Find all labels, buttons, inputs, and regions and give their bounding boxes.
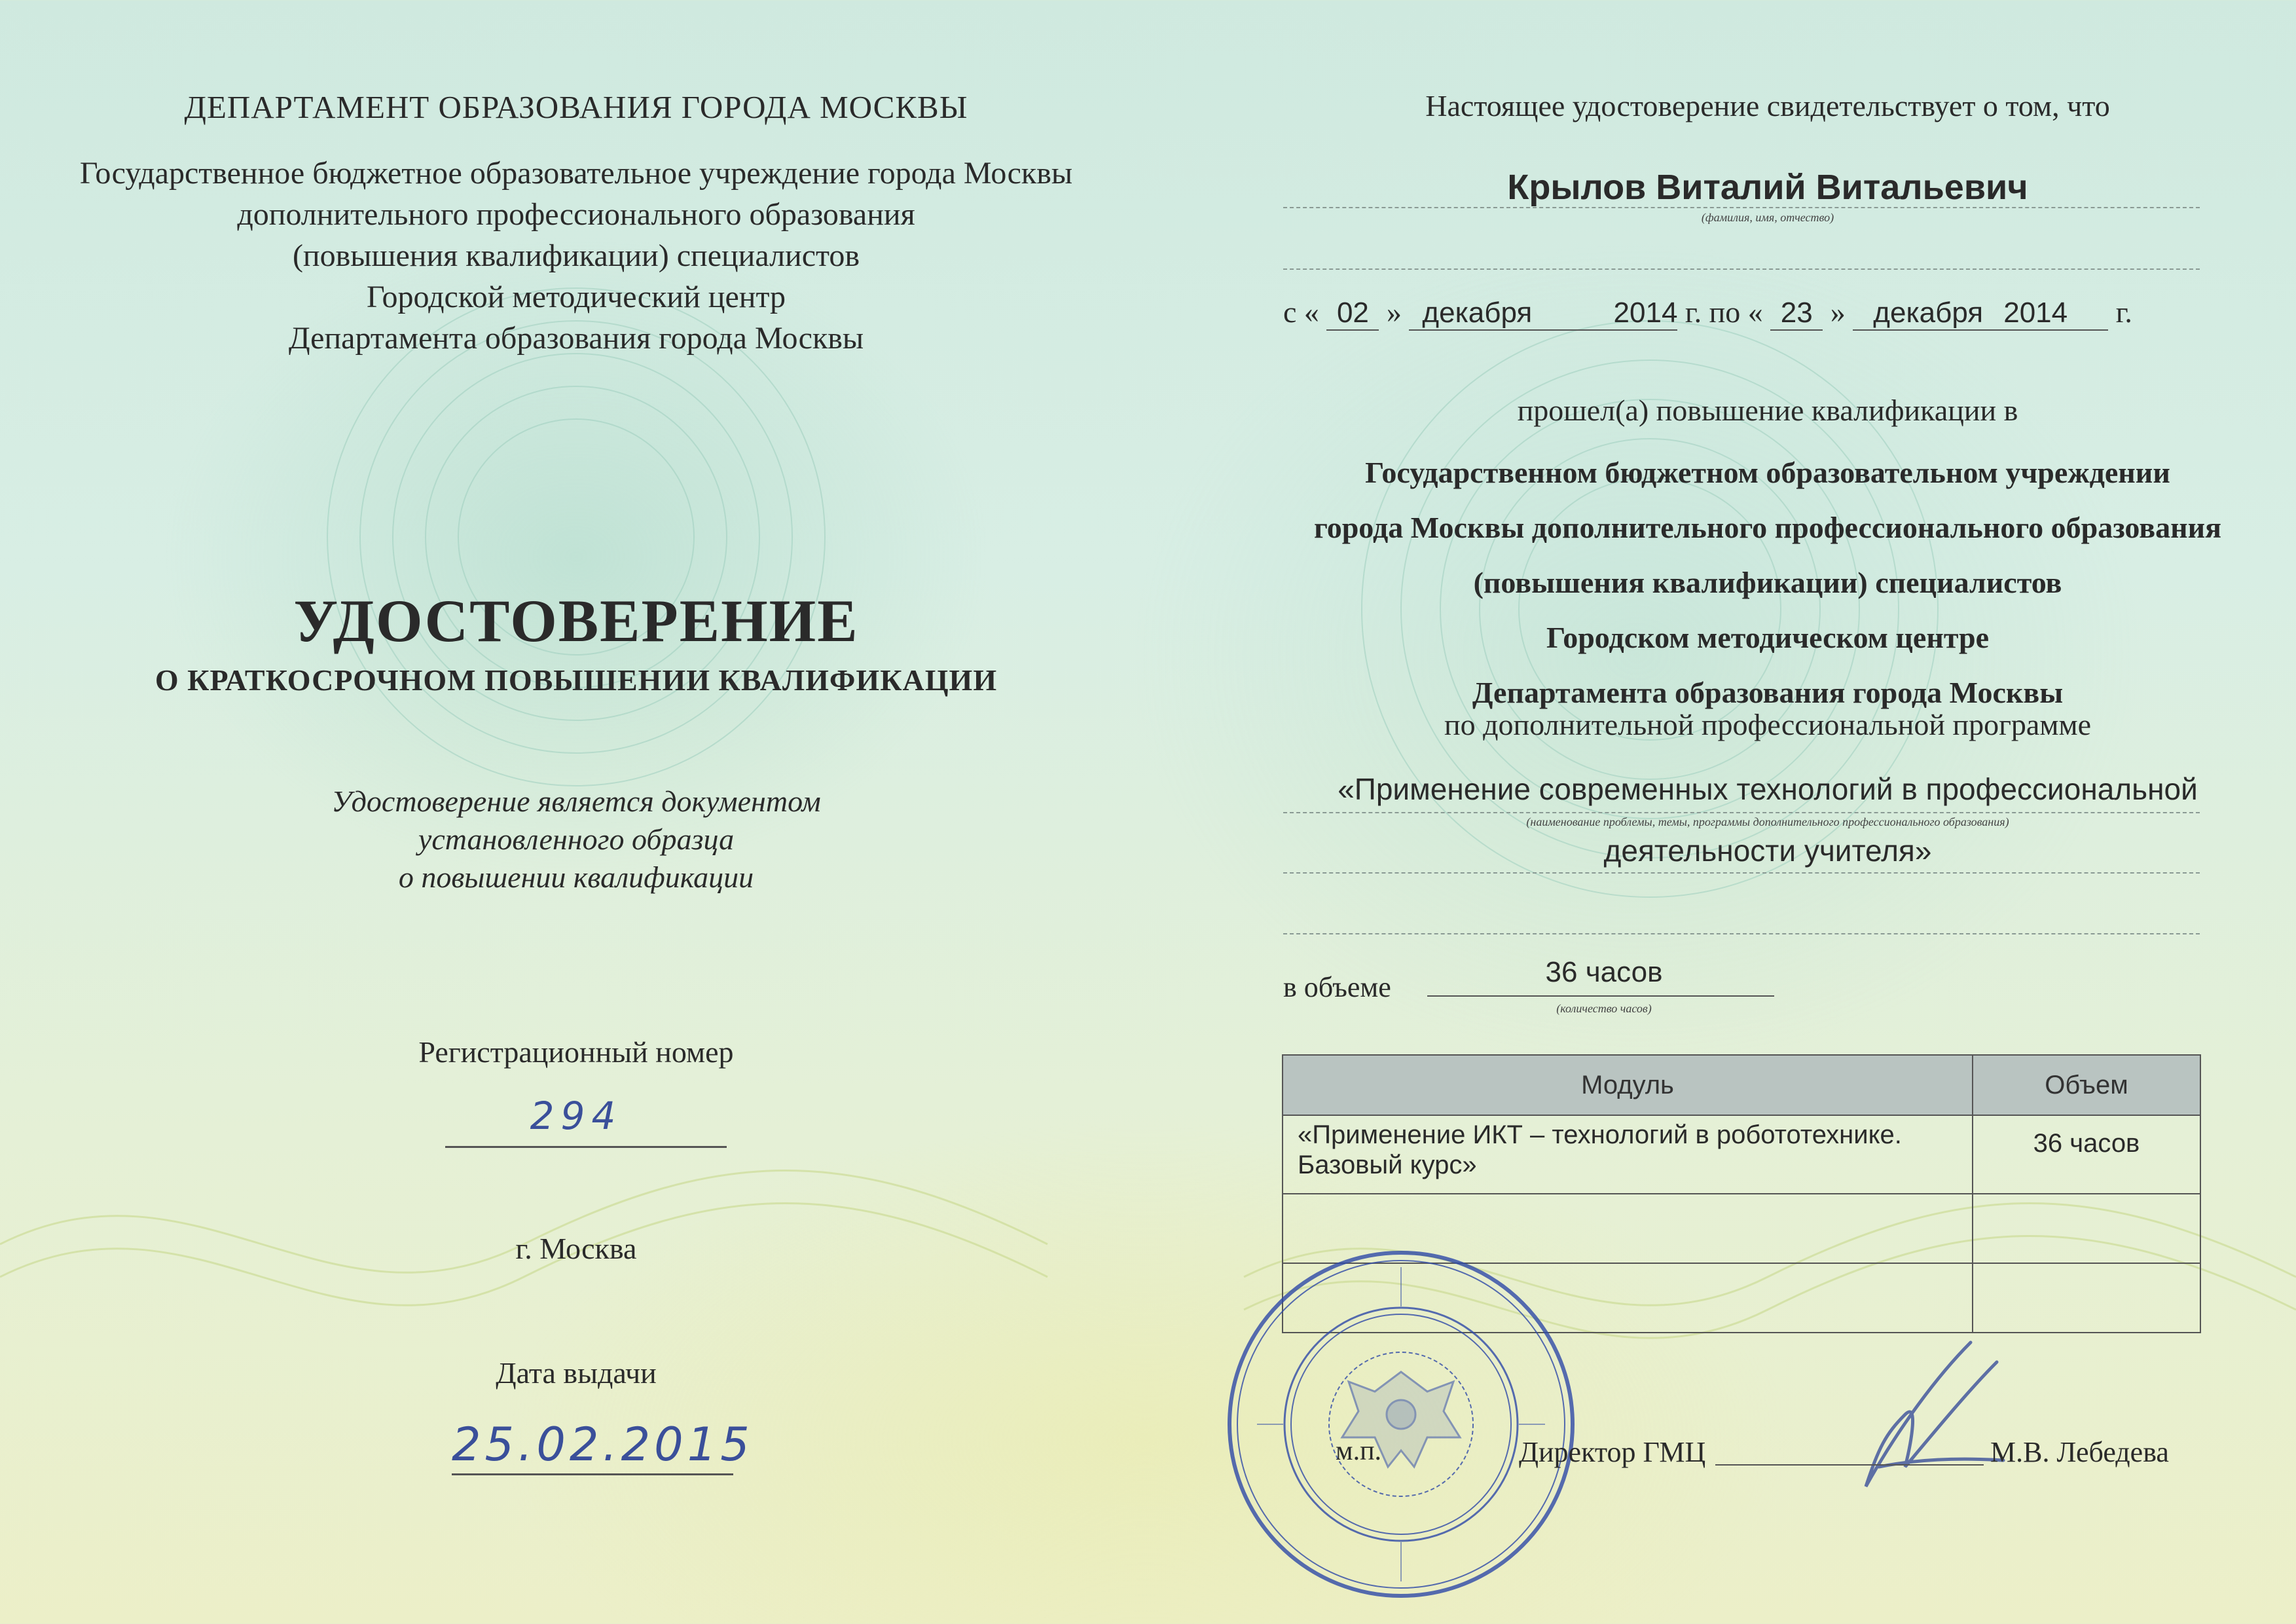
program-underline: [1283, 812, 2200, 813]
institution-line: Департамента образования города Москвы: [288, 321, 864, 356]
volume-label: в объеме: [1283, 971, 1391, 1003]
signature-line: [1715, 1464, 1984, 1466]
issue-date-value: 25.02.2015: [452, 1418, 754, 1471]
director-signature: [1807, 1336, 2016, 1506]
table-header-row: [1283, 1055, 2200, 1115]
registration-number-underline: [445, 1146, 727, 1148]
end-day: 23: [1770, 297, 1823, 331]
organization-line: Государственном бюджетном образовательном учреждении: [1365, 456, 2170, 489]
module-volume-cell: [1973, 1263, 2200, 1333]
period-separator: »: [1830, 295, 1846, 329]
registration-number-label: Регистрационный номер: [418, 1035, 734, 1069]
start-day: 02: [1326, 297, 1379, 331]
module-volume-cell: 36 часов: [1973, 1115, 2200, 1194]
volume-hint: (количество часов): [1556, 1002, 1652, 1015]
document-title: УДОСТОВЕРЕНИЕ: [293, 587, 859, 654]
institution-line: дополнительного профессионального образования: [237, 197, 915, 232]
institution-line: Государственное бюджетное образовательное учреждение города Москвы: [79, 156, 1073, 191]
department-heading: ДЕПАРТАМЕНТ ОБРАЗОВАНИЯ ГОРОДА МОСКВЫ: [184, 89, 968, 125]
institution-line: Городской методический центр: [366, 280, 786, 314]
training-organization: [1231, 445, 2296, 720]
program-name-line-2: деятельности учителя»: [1603, 834, 1932, 868]
official-seal-stamp: [1218, 1241, 1584, 1608]
stamp-place-label: м.п.: [1336, 1436, 1382, 1466]
module-column-header: Модуль: [1283, 1055, 1973, 1115]
program-name-line-1: «Применение современных технологий в профессиональной: [1338, 772, 2198, 806]
volume-underline: [1427, 995, 1774, 997]
start-year: 2014: [1579, 297, 1677, 331]
volume-column-header: Объем: [1973, 1055, 2200, 1115]
organization-line: Городском методическом центре: [1546, 621, 1989, 654]
document-status-note: [65, 783, 1087, 896]
period-prefix: с «: [1283, 295, 1319, 329]
module-volume-cell: [1973, 1194, 2200, 1263]
issue-city: г. Москва: [515, 1232, 637, 1265]
name-hint: (фамилия, имя, отчество): [1701, 211, 1834, 224]
name-underline: [1283, 207, 2200, 208]
note-line: установленного образца: [418, 822, 735, 856]
issue-date-underline: [452, 1473, 733, 1475]
table-row: [1283, 1115, 2200, 1194]
registration-number-value: 294: [530, 1094, 623, 1138]
organization-line: города Москвы дополнительного профессионального образования: [1313, 511, 2222, 544]
certificate-intro: Настоящее удостоверение свидетельствует о том, что: [1425, 89, 2110, 122]
period-separator: »: [1386, 295, 1402, 329]
period-separator: г. по «: [1685, 295, 1763, 329]
program-underline-3: [1283, 933, 2200, 934]
end-month: декабря: [1853, 297, 2003, 331]
program-underline-2: [1283, 872, 2200, 874]
program-label: по дополнительной профессиональной программе: [1444, 708, 2091, 741]
institution-name: [65, 153, 1087, 359]
holder-full-name: Крылов Виталий Витальевич: [1507, 168, 2028, 207]
training-period: [1283, 295, 2296, 331]
institution-line: (повышения квалификации) специалистов: [292, 238, 860, 273]
volume-value: 36 часов: [1545, 956, 1663, 988]
start-month: декабря: [1409, 297, 1579, 331]
organization-line: Департамента образования города Москвы: [1472, 676, 2064, 709]
document-subtitle: О КРАТКОСРОЧНОМ ПОВЫШЕНИИ КВАЛИФИКАЦИИ: [155, 663, 998, 697]
qualification-statement: прошел(а) повышение квалификации в: [1517, 394, 2018, 427]
organization-line: (повышения квалификации) специалистов: [1473, 566, 2062, 599]
end-year: 2014: [2003, 297, 2108, 331]
director-title: Директор ГМЦ: [1519, 1436, 1706, 1468]
note-line: о повышении квалификации: [398, 860, 754, 894]
program-hint: (наименование проблемы, темы, программы дополнительного профессионального образования): [1526, 815, 2009, 828]
director-name: М.В. Лебедева: [1990, 1436, 2169, 1468]
module-name-cell: «Применение ИКТ – технологий в робототехнике. Базовый курс»: [1283, 1115, 1973, 1194]
name-extra-line: [1283, 268, 2200, 270]
period-suffix: г.: [2115, 295, 2132, 329]
note-line: Удостоверение является документом: [331, 784, 821, 818]
issue-date-label: Дата выдачи: [496, 1356, 657, 1390]
